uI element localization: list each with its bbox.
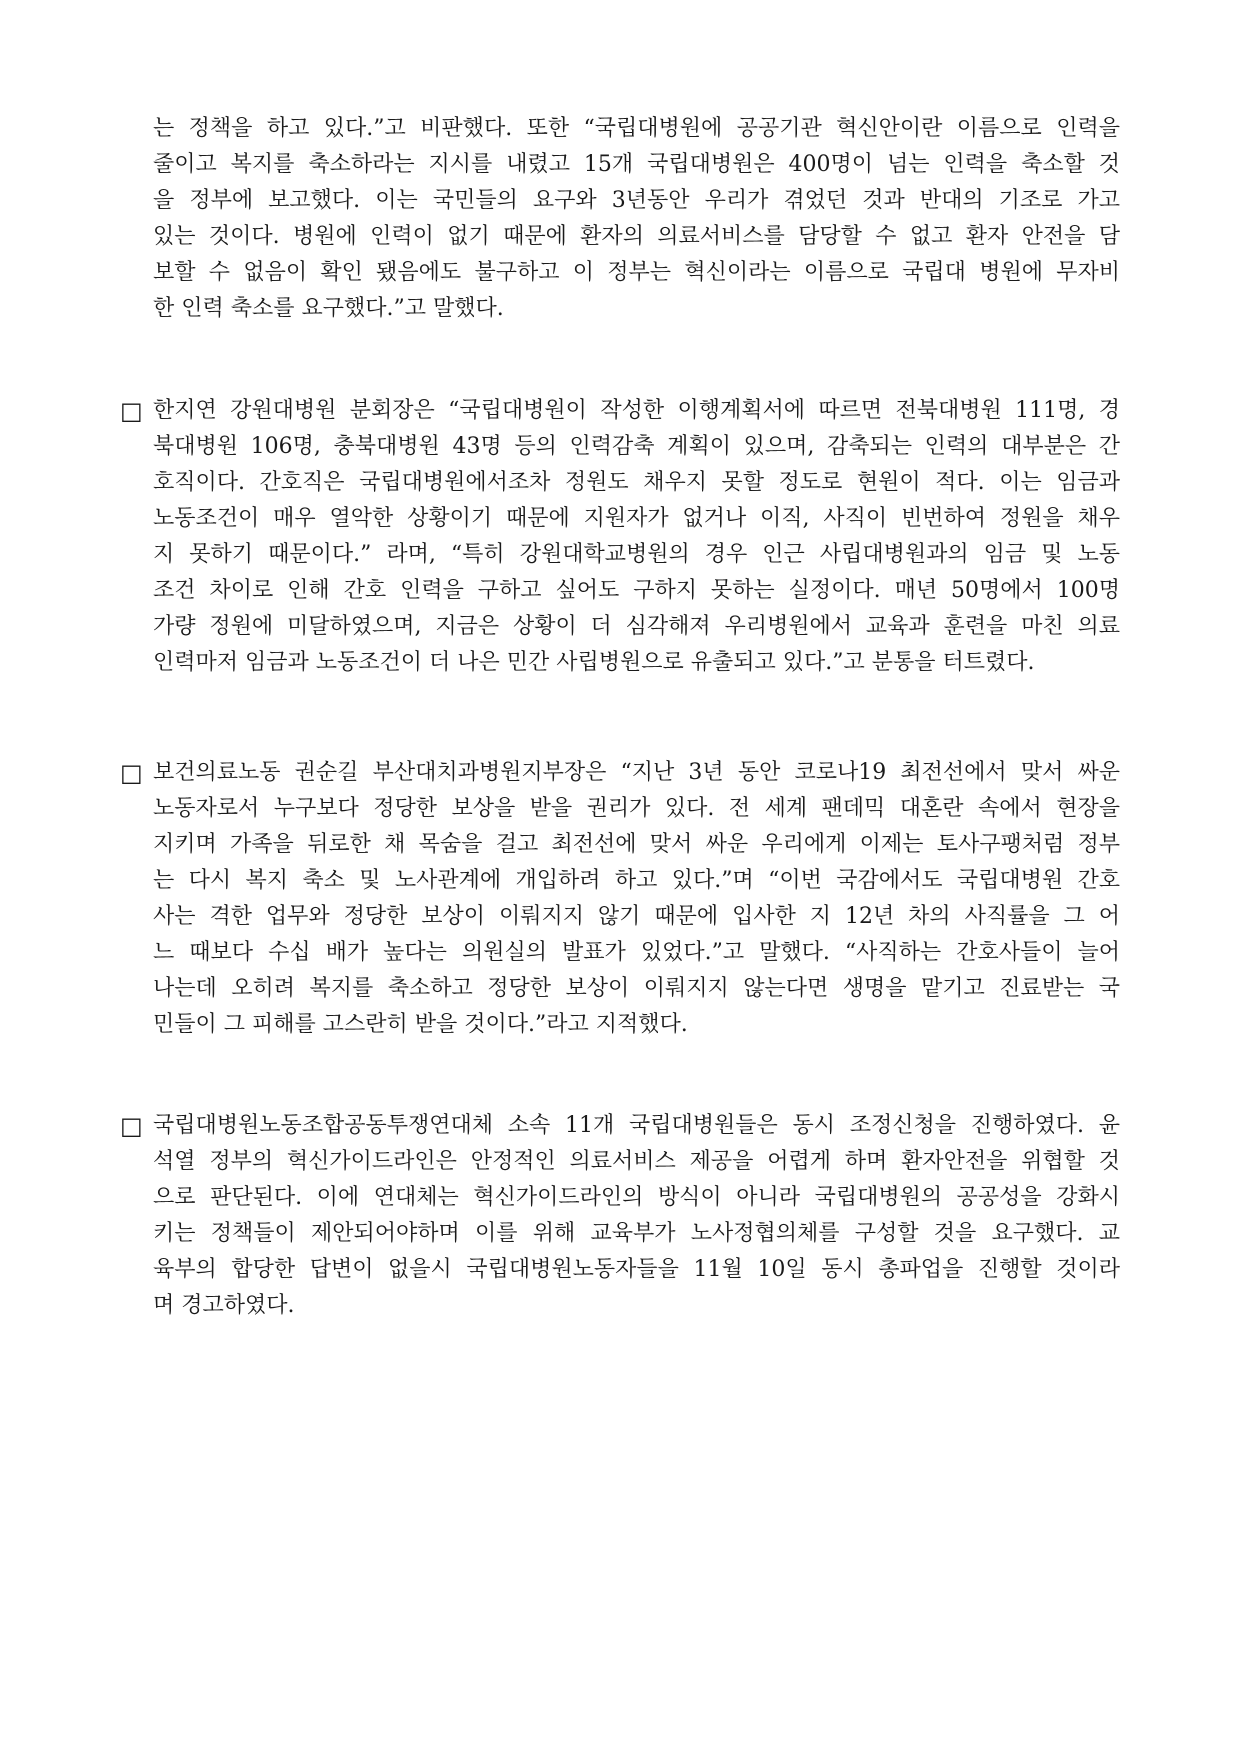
paragraph-line: 줄이고 복지를 축소하라는 지시를 내렸고 15개 국립대병원은 400명이 넘는 인력을 축소할 것 bbox=[153, 152, 1120, 177]
paragraph-line: 나는데 오히려 복지를 축소하고 정당한 보상이 이뤄지지 않는다면 생명을 맡기고 진료받는 국 bbox=[153, 976, 1120, 1001]
paragraph-line: 사는 격한 업무와 정당한 보상이 이뤄지지 않기 때문에 입사한 지 12년 차의 사직률을 그 어 bbox=[153, 904, 1120, 929]
paragraph-line: 을 정부에 보고했다. 이는 국민들의 요구와 3년동안 우리가 겪었던 것과 반대의 기조로 가고 bbox=[153, 188, 1120, 213]
paragraph-line: 석열 정부의 혁신가이드라인은 안정적인 의료서비스 제공을 어렵게 하며 환자안전을 위협할 것 bbox=[153, 1149, 1120, 1174]
paragraph-line: 호직이다. 간호직은 국립대병원에서조차 정원도 채우지 못할 정도로 현원이 적다. 이는 임금과 bbox=[153, 470, 1120, 495]
paragraph-line: 는 정책을 하고 있다.”고 비판했다. 또한 “국립대병원에 공공기관 혁신안이란 이름으로 인력을 bbox=[153, 116, 1120, 141]
paragraph-continuation bbox=[120, 111, 1120, 327]
paragraph-line: 노동자로서 누구보다 정당한 보상을 받을 권리가 있다. 전 세계 팬데믹 대혼란 속에서 현장을 bbox=[153, 796, 1120, 821]
paragraph-line: 지키며 가족을 뒤로한 채 목숨을 걸고 최전선에 맞서 싸운 우리에게 이제는 토사구팽처럼 정부 bbox=[153, 832, 1120, 857]
paragraph-line: 국립대병원노동조합공동투쟁연대체 소속 11개 국립대병원들은 동시 조정신청을 진행하였다. 윤 bbox=[153, 1113, 1120, 1138]
paragraph-line: 지 못하기 때문이다.” 라며, “특히 강원대학교병원의 경우 인근 사립대병원과의 임금 및 노동 bbox=[153, 542, 1120, 567]
checkbox-bullet-icon: □ bbox=[120, 397, 143, 425]
paragraph-line: 한지연 강원대병원 분회장은 “국립대병원이 작성한 이행계획서에 따르면 전북대병원 111명, 경 bbox=[153, 398, 1120, 423]
paragraph-solidarity-body bbox=[120, 1108, 1120, 1324]
paragraph-line: 느 때보다 수십 배가 높다는 의원실의 발표가 있었다.”고 말했다. “사직하는 간호사들이 늘어 bbox=[153, 940, 1120, 965]
paragraph-line: 한 인력 축소를 요구했다.”고 말했다. bbox=[153, 296, 504, 321]
paragraph-line: 며 경고하였다. bbox=[153, 1293, 295, 1318]
paragraph-line: 는 다시 복지 축소 및 노사관계에 개입하려 하고 있다.”며 “이번 국감에서도 국립대병원 간호 bbox=[153, 868, 1120, 893]
paragraph-line: 인력마저 임금과 노동조건이 더 나은 민간 사립병원으로 유출되고 있다.”고 분통을 터트렸다. bbox=[153, 650, 1035, 675]
paragraph-line: 육부의 합당한 답변이 없을시 국립대병원노동자들을 11월 10일 동시 총파업을 진행할 것이라 bbox=[153, 1257, 1120, 1282]
paragraph-han-jiyeon bbox=[120, 393, 1120, 681]
checkbox-bullet-icon: □ bbox=[120, 1112, 143, 1140]
paragraph-line: 보건의료노동 권순길 부산대치과병원지부장은 “지난 3년 동안 코로나19 최전선에서 맞서 싸운 bbox=[153, 760, 1120, 785]
paragraph-line: 있는 것이다. 병원에 인력이 없기 때문에 환자의 의료서비스를 담당할 수 없고 환자 안전을 담 bbox=[153, 224, 1120, 249]
checkbox-bullet-icon: □ bbox=[120, 759, 143, 787]
paragraph-line: 으로 판단된다. 이에 연대체는 혁신가이드라인의 방식이 아니라 국립대병원의 공공성을 강화시 bbox=[153, 1185, 1120, 1210]
paragraph-line: 가량 정원에 미달하였으며, 지금은 상황이 더 심각해져 우리병원에서 교육과 훈련을 마친 의료 bbox=[153, 614, 1120, 639]
paragraph-line: 보할 수 없음이 확인 됐음에도 불구하고 이 정부는 혁신이라는 이름으로 국립대 병원에 무자비 bbox=[153, 260, 1120, 285]
paragraph-line: 노동조건이 매우 열악한 상황이기 때문에 지원자가 없거나 이직, 사직이 빈번하여 정원을 채우 bbox=[153, 506, 1120, 531]
paragraph-kwon-soongil bbox=[120, 755, 1120, 1043]
paragraph-line: 조건 차이로 인해 간호 인력을 구하고 싶어도 구하지 못하는 실정이다. 매년 50명에서 100명 bbox=[153, 578, 1120, 603]
paragraph-line: 민들이 그 피해를 고스란히 받을 것이다.”라고 지적했다. bbox=[153, 1012, 688, 1037]
paragraph-line: 북대병원 106명, 충북대병원 43명 등의 인력감축 계획이 있으며, 감축되는 인력의 대부분은 간 bbox=[153, 434, 1120, 459]
paragraph-line: 키는 정책들이 제안되어야하며 이를 위해 교육부가 노사정협의체를 구성할 것을 요구했다. 교 bbox=[153, 1221, 1120, 1246]
